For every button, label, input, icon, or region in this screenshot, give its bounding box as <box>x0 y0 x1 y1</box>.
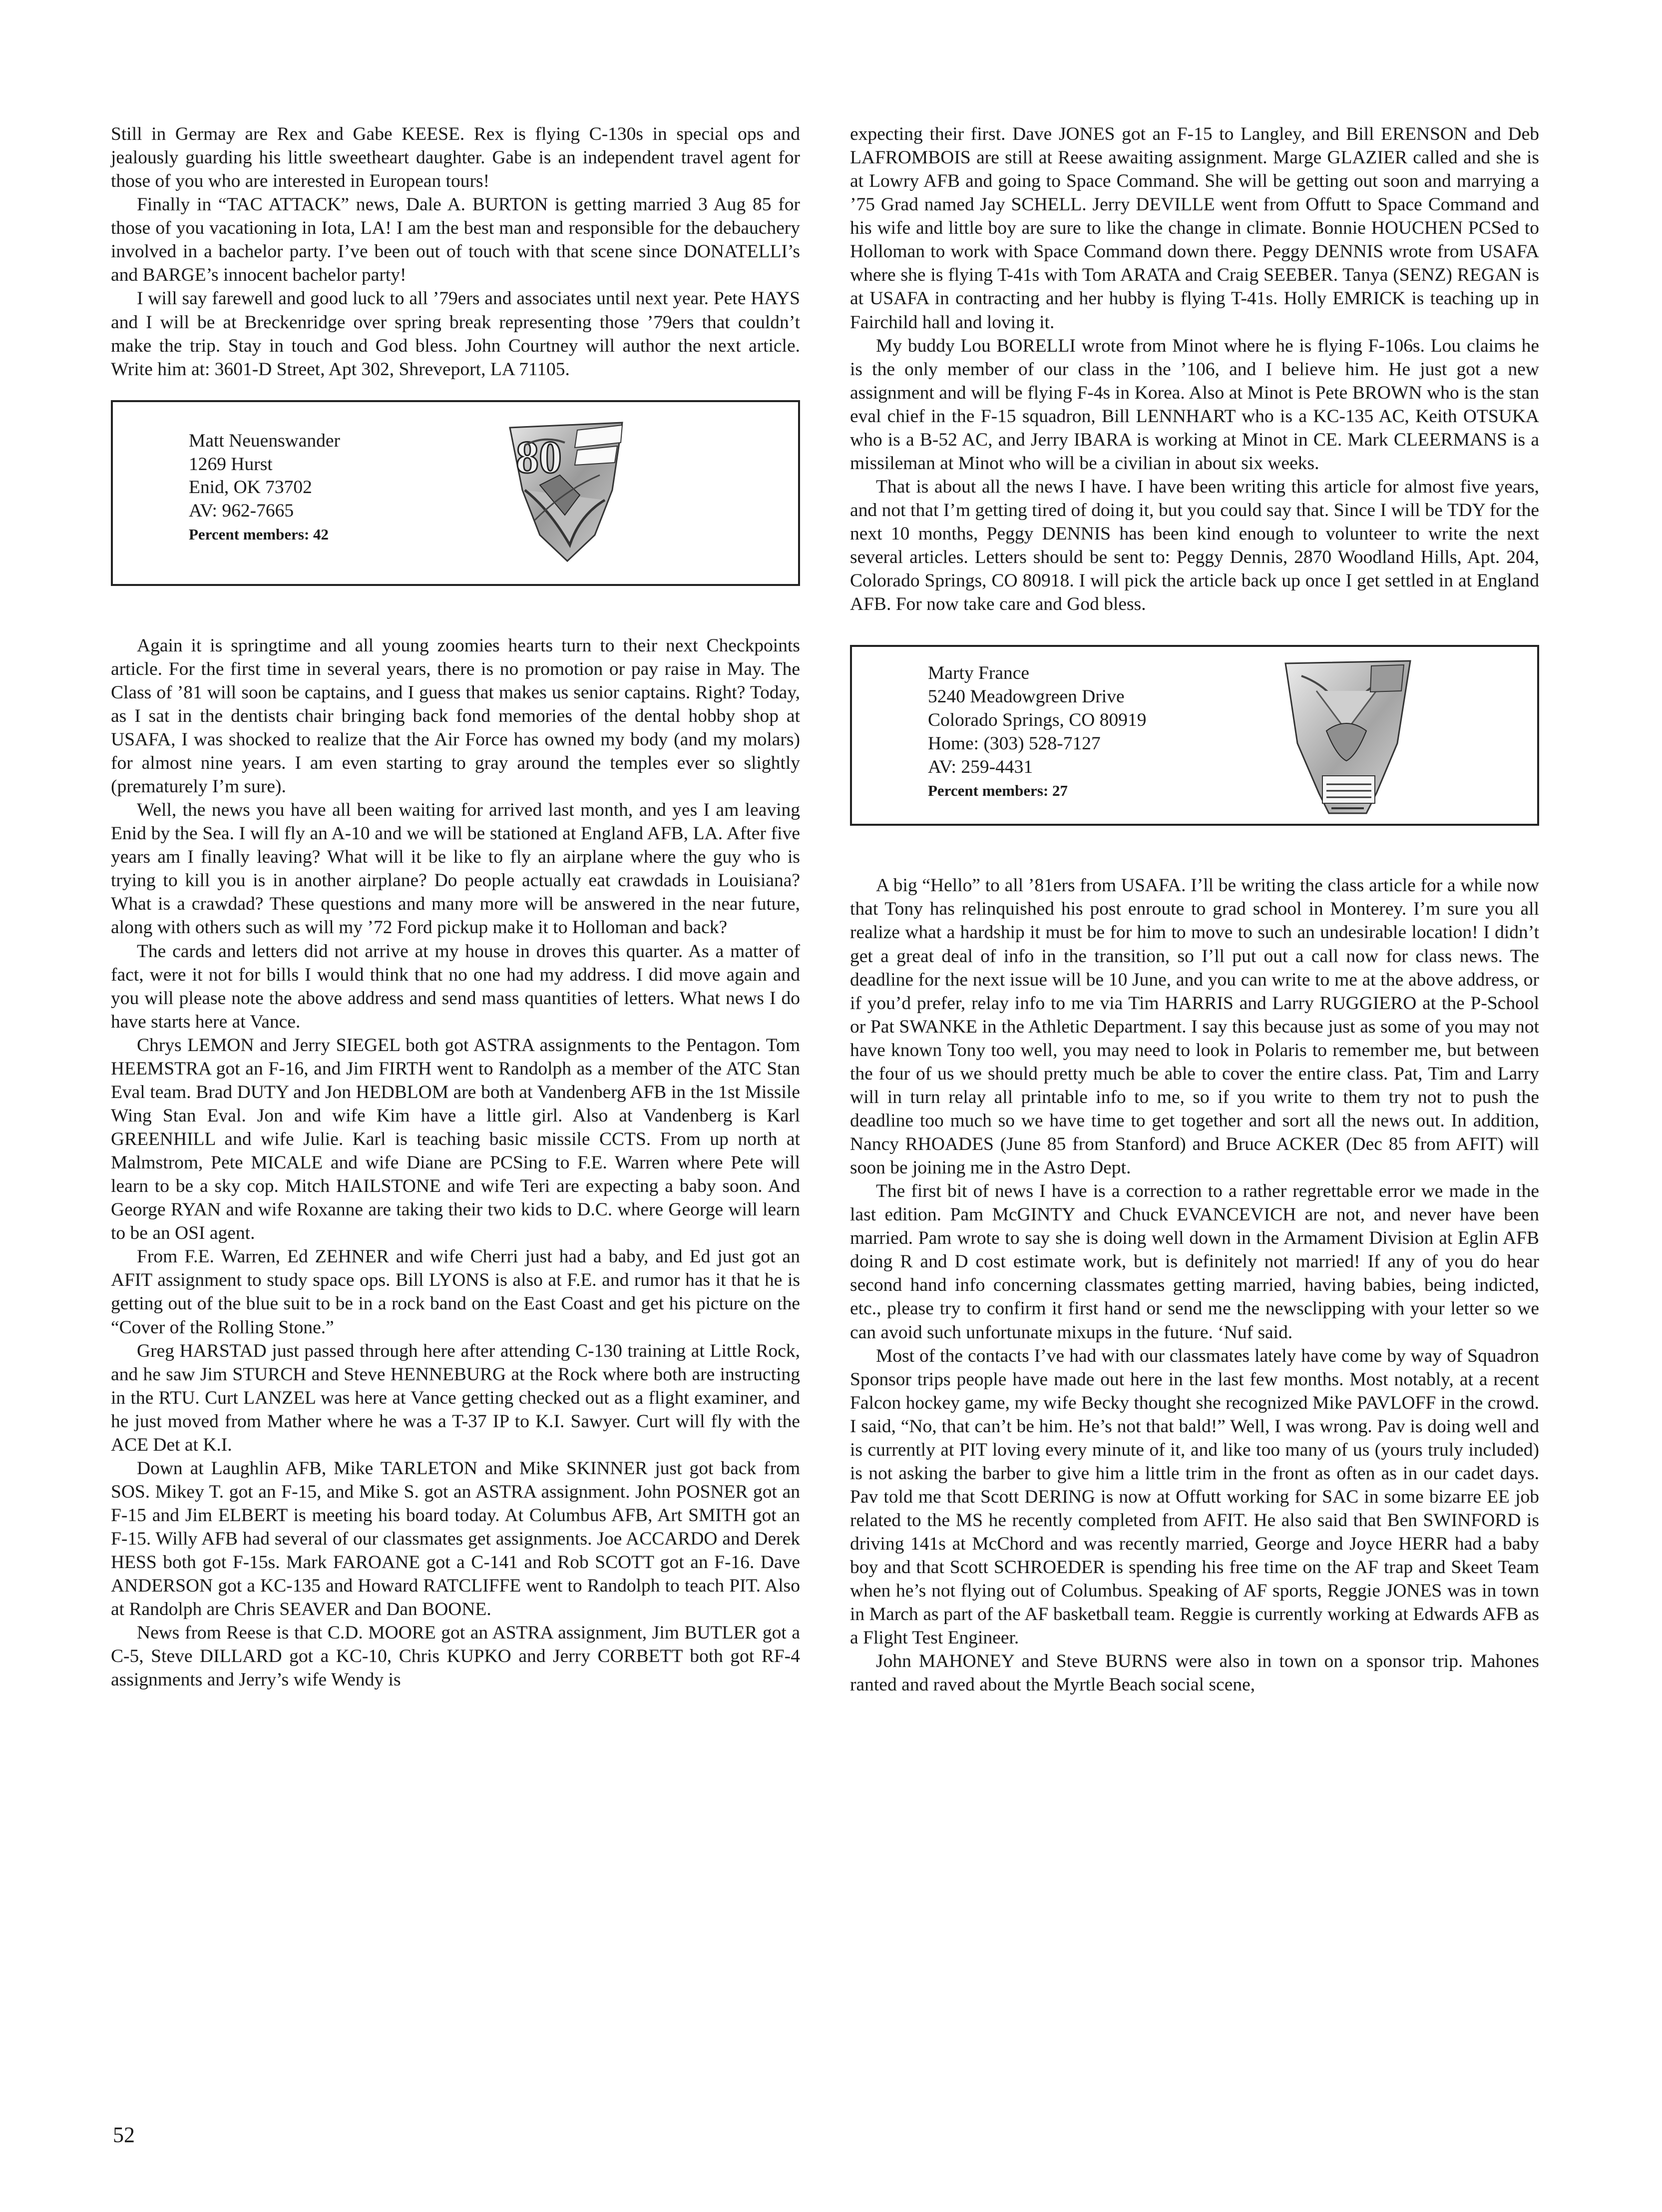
class-contact-box <box>850 645 1539 826</box>
left-column <box>111 122 800 1692</box>
class-contact-box <box>111 400 800 586</box>
paragraph: Again it is springtime and all young zoomies hearts turn to their next Checkpoints article. For the first time in several years, there is no promotion or pay raise in May. The Class of ’81 will soon be captains, and I guess that makes us senior captains. Right? Today, as I sat in the dentists chair bringing back fond memories of the dental hobby shop at USAFA, I was shocked to realize that the Air Force has owned my body (and my molars) for almost nine years. I am even starting to gray around the temples ever so slightly (prematurely I’m sure). <box>111 635 800 797</box>
contact-av-phone: AV: 962-7665 <box>189 501 294 522</box>
paragraph: Finally in “TAC ATTACK” news, Dale A. BURTON is getting married 3 Aug 85 for those of you vacationing in Iota, LA! I am the best man and responsible for the debauchery involved in a bachelor party. I’ve been out of touch with that scene since DONATELLI’s and BARGE’s innocent bachelor party! <box>111 194 800 286</box>
contact-city: Enid, OK 73702 <box>189 477 312 498</box>
svg-text:80: 80 <box>516 431 562 483</box>
paragraph: My buddy Lou BORELLI wrote from Minot where he is flying F-106s. Lou claims he is the only member of our class in the ’106, and I believe him. He just got a new assignment and will be flying F-4s in Korea. Also at Minot is Pete BROWN who is the stan eval chief in the F-15 squadron, Bill LENNHART who is a KC-135 AC, Keith OTSUKA who is a B-52 AC, and Jerry IBARA is working at Minot in CE. Mark CLEERMANS is a missileman at Minot who will be a civilian in about six weeks. <box>850 335 1539 474</box>
paragraph: Greg HARSTAD just passed through here after attending C-130 training at Little Rock, and he saw Jim STURCH and Steve HENNEBURG at the Rock where both are instructing in the RTU. Curt LANZEL was here at Vance getting checked out as a flight examiner, and he just moved from Mather where he was a T-37 IP to K.I. Sawyer. Curt will fly with the ACE Det at K.I. <box>111 1340 800 1455</box>
paragraph: The first bit of news I have is a correction to a rather regrettable error we made in the last edition. Pam McGINTY and Chuck EVANCEVICH are not, and never have been married. Pam wrote to say she is doing well down in the Armament Division at Eglin AFB doing R and D cost estimate work, but is definitely not married! If any of you do hear second hand info concerning classmates getting married, having babies, being indicted, etc., please try to confirm it first hand or send me the newsclipping with your letter so we can avoid such unfortunate mixups in the future. ‘Nuf said. <box>850 1181 1539 1343</box>
right-column <box>850 122 1539 1697</box>
percent-members: Percent members: 42 <box>189 526 329 544</box>
paragraph: News from Reese is that C.D. MOORE got an ASTRA assignment, Jim BUTLER got a C-5, Steve DILLARD got a KC-10, Chris KUPKO and Jerry CORBETT both got RF-4 assignments and Jerry’s wife Wendy is <box>111 1623 800 1690</box>
paragraph: expecting their first. Dave JONES got an F-15 to Langley, and Bill ERENSON and Deb LAFROMBOIS are still at Reese awaiting assignment. Marge GLAZIER called and she is at Lowry AFB and going to Space Command. She will be getting out soon and marrying a ’75 Grad named Jay SCHELL. Jerry DEVILLE went from Offutt to Space Command and his wife and little boy are sure to like the change in climate. Bonnie HOUCHEN PCSed to Holloman to work with Space Command down there. Peggy DENNIS wrote from USAFA where she is flying T-41s with Tom ARATA and Craig SEEBER. Tanya (SENZ) REGAN is at USAFA in contracting and her hubby is flying T-41s. Holly EMRICK is teaching up in Fairchild hall and loving it. <box>850 124 1539 333</box>
paragraph: Down at Laughlin AFB, Mike TARLETON and Mike SKINNER just got back from SOS. Mikey T. got an F-15, and Mike S. got an ASTRA assignment. John POSNER got an F-15 and Jim ELBERT is meeting his board today. At Columbus AFB, Art SMITH got an F-15. Willy AFB had several of our classmates get assignments. Joe ACCARDO and Derek HESS both got F-15s. Mark FAROANE got a C-141 and Rob SCOTT got an F-16. Dave ANDERSON got a KC-135 and Howard RATCLIFFE went to Randolph to teach PIT. Also at Randolph are Chris SEAVER and Dan BOONE. <box>111 1458 800 1620</box>
contact-info <box>189 430 340 545</box>
class-ring-crest-icon <box>1281 656 1414 818</box>
paragraph: The cards and letters did not arrive at my house in droves this quarter. As a matter of fact, were it not for bills I would think that no one had my address. I did move again and you will please note the above address and send mass quantities of letters. What news I do have starts here at Vance. <box>111 941 800 1032</box>
contact-info <box>928 662 1147 800</box>
paragraph: I will say farewell and good luck to all ’79ers and associates until next year. Pete HAYS and I will be at Breckenridge over spring break representing those ’79ers that couldn’t make the trip. Stay in touch and God bless. John Courtney will author the next article. Write him at: 3601-D Street, Apt 302, Shreveport, LA 71105. <box>111 288 800 380</box>
contact-name: Matt Neuenswander <box>189 430 341 451</box>
contact-name: Marty France <box>928 663 1030 684</box>
page-number: 52 <box>113 2123 135 2147</box>
percent-members: Percent members: 27 <box>928 781 1068 799</box>
contact-street: 5240 Meadowgreen Drive <box>928 686 1125 707</box>
contact-av-phone: AV: 259-4431 <box>928 756 1033 777</box>
contact-city: Colorado Springs, CO 80919 <box>928 710 1147 731</box>
contact-street: 1269 Hurst <box>189 454 273 475</box>
paragraph: That is about all the news I have. I have been writing this article for almost five years, and not that I’m getting tired of doing it, but you could say that. Since I will be TDY for the next 10 months, Peggy DENNIS has been kind enough to volunteer to write the next several articles. Letters should be sent to: Peggy Dennis, 2870 Woodland Hills, Apt. 204, Colorado Springs, CO 80918. I will pick the article back up once I get settled in at England AFB. For now take care and God bless. <box>850 476 1539 615</box>
paragraph: A big “Hello” to all ’81ers from USAFA. I’ll be writing the class article for a while now that Tony has relinquished his post enroute to grad school in Monterey. I’m sure you all realize what a hardship it must be for him to move to such an undesirable location! I didn’t get a great deal of info in the transition, so I’ll put out a call now for class news. The deadline for the next issue will be 10 June, and you can write to me at the above address, or if you’d prefer, relay info to me via Tim HARRIS and Larry RUGGIERO at the P-School or Pat SWANKE in the Athletic Department. I say this because just as some of you may not have known Tony too well, you may need to look in Polaris to remember me, but between the four of us we should pretty much be able to cover the entire class. Pat, Tim and Larry will in turn relay all printable info to me, so if you write to them try not to push the deadline too much so we have time to get together and sort all the news out. In addition, Nancy RHOADES (June 85 from Stanford) and Bruce ACKER (Dec 85 from AFIT) will soon be joining me in the Astro Dept. <box>850 875 1539 1178</box>
class-ring-crest-icon <box>505 415 630 565</box>
paragraph: John MAHONEY and Steve BURNS were also in town on a sponsor trip. Mahones ranted and raved about the Myrtle Beach social scene, <box>850 1651 1539 1695</box>
paragraph: Still in Germay are Rex and Gabe KEESE. Rex is flying C-130s in special ops and jealously guarding his little sweetheart daughter. Gabe is an independent travel agent for those of you who are interested in European tours! <box>111 124 800 192</box>
paragraph: Chrys LEMON and Jerry SIEGEL both got ASTRA assignments to the Pentagon. Tom HEEMSTRA got an F-16, and Jim FIRTH went to Randolph as a member of the ATC Stan Eval team. Brad DUTY and Jon HEDBLOM are both at Vandenberg AFB in the 1st Missile Wing Stan Eval. Jon and wife Kim have a little girl. Also at Vandenberg is Karl GREENHILL and wife Julie. Karl is teaching basic missile CCTS. From up north at Malmstrom, Pete MICALE and wife Diane are PCSing to F.E. Warren where Pete will learn to be a sky cop. Mitch HAILSTONE and wife Teri are expecting a baby soon. And George RYAN and wife Roxanne are taking their two kids to D.C. where George will learn to be an OSI agent. <box>111 1035 800 1244</box>
contact-home-phone: Home: (303) 528-7127 <box>928 733 1101 754</box>
paragraph: From F.E. Warren, Ed ZEHNER and wife Cherri just had a baby, and Ed just got an AFIT assignment to study space ops. Bill LYONS is also at F.E. and rumor has it that he is getting out of the blue suit to be in a rock band on the East Coast and get his picture on the “Cover of the Rolling Stone.” <box>111 1246 800 1338</box>
paragraph: Well, the news you have all been waiting for arrived last month, and yes I am leaving Enid by the Sea. I will fly an A-10 and we will be stationed at England AFB, LA. After five years am I finally leaving? What will it be like to fly an airplane where the guy who is trying to kill you is in another airplane? Do people actually eat crawdads in Louisiana? What is a crawdad? These questions and many more will be answered in the near future, along with others such as will my ’72 Ford pickup make it to Holloman and back? <box>111 800 800 938</box>
paragraph: Most of the contacts I’ve had with our classmates lately have come by way of Squadron Sponsor trips people have made out here in the last few months. Most notably, at a recent Falcon hockey game, my wife Becky thought she recognized Mike PAVLOFF in the crowd. I said, “No, that can’t be him. He’s not that bald!” Well, I was wrong. Pav is doing well and is currently at PIT loving every minute of it, and like too many of us (yours truly included) is not asking the barber to give him a little trim in the front as often as in our cadet days. Pav told me that Scott DERING is now at Offutt working for SAC in some bizarre EE job related to the MS he recently completed from AFIT. He also said that Ben SWINFORD is driving 141s at McChord and was recently married, George and Joyce HERR had a baby boy and that Scott SCHROEDER is spending his free time on the AF trap and Skeet Team when he’s not flying out of Columbus. Speaking of AF sports, Reggie JONES was in town in March as part of the AF basketball team. Reggie is currently working at Edwards AFB as a Flight Test Engineer. <box>850 1345 1539 1649</box>
